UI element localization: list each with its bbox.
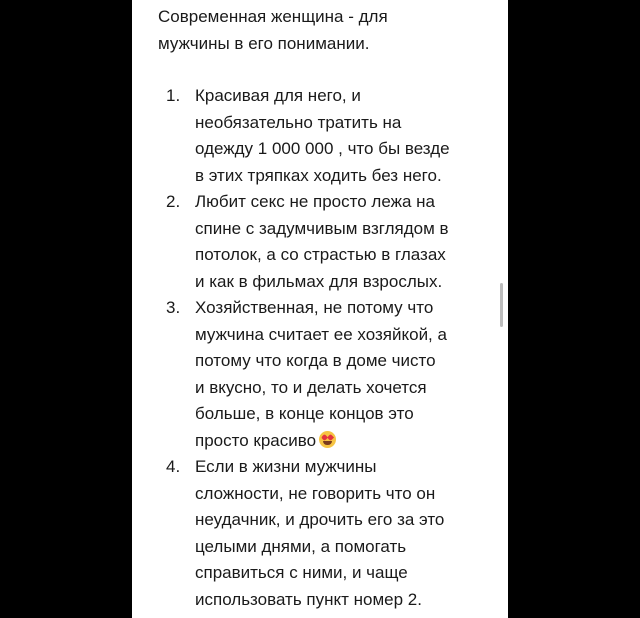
list-item-text xyxy=(195,83,496,189)
intro-line: мужчины в его понимании. xyxy=(158,33,370,53)
text-line: одежду 1 000 000 , что бы везде xyxy=(195,139,450,158)
text-line: сложности, не говорить что он xyxy=(195,483,436,503)
text-line: потому что когда в доме чисто xyxy=(195,351,436,370)
list-item-3 xyxy=(166,295,496,454)
emoji-mouth xyxy=(323,441,332,445)
text-line: и вкусно, то и делать хочется xyxy=(195,377,427,397)
numbered-list xyxy=(166,83,496,613)
text-line-with-emoji xyxy=(195,428,496,455)
list-item-text xyxy=(195,189,496,295)
text-line: в этих тряпках ходить без него. xyxy=(195,165,442,185)
list-number: 3. xyxy=(166,298,181,317)
text-line: Если в жизни мужчины xyxy=(195,457,377,476)
intro-heading xyxy=(158,4,498,57)
text-line: просто красиво xyxy=(195,430,317,450)
list-number: 1. xyxy=(166,86,181,105)
list-number: 2. xyxy=(166,192,181,211)
list-item-1 xyxy=(166,83,496,189)
list-item-text xyxy=(195,295,496,454)
text-line: мужчина считает ее хозяйкой, а xyxy=(195,324,447,344)
text-line: потолок, а со страстью в глазах xyxy=(195,245,446,264)
text-line: Любит секс не просто лежа на xyxy=(195,192,435,211)
list-item-4 xyxy=(166,454,496,613)
list-item-2 xyxy=(166,189,496,295)
text-line: неудачник, и дрочить его за это xyxy=(195,510,445,529)
note-page xyxy=(132,0,508,618)
text-line: использовать пункт номер 2. xyxy=(195,589,422,609)
text-line: Хозяйственная, не потому что xyxy=(195,298,434,317)
vertical-scrollbar[interactable] xyxy=(500,283,503,327)
list-number: 4. xyxy=(166,457,181,476)
heart-eyes-emoji-icon xyxy=(319,431,336,448)
list-item-text xyxy=(195,454,496,613)
text-line: необязательно тратить на xyxy=(195,112,402,132)
intro-line: Современная женщина - для xyxy=(158,7,388,26)
text-line: больше, в конце концов это xyxy=(195,404,414,423)
text-line: и как в фильмах для взрослых. xyxy=(195,271,443,291)
text-line: справиться с ними, и чаще xyxy=(195,563,408,582)
text-line: Красивая для него, и xyxy=(195,86,361,105)
text-line: целыми днями, а помогать xyxy=(195,536,407,556)
text-line: спине с задумчивым взглядом в xyxy=(195,218,449,238)
